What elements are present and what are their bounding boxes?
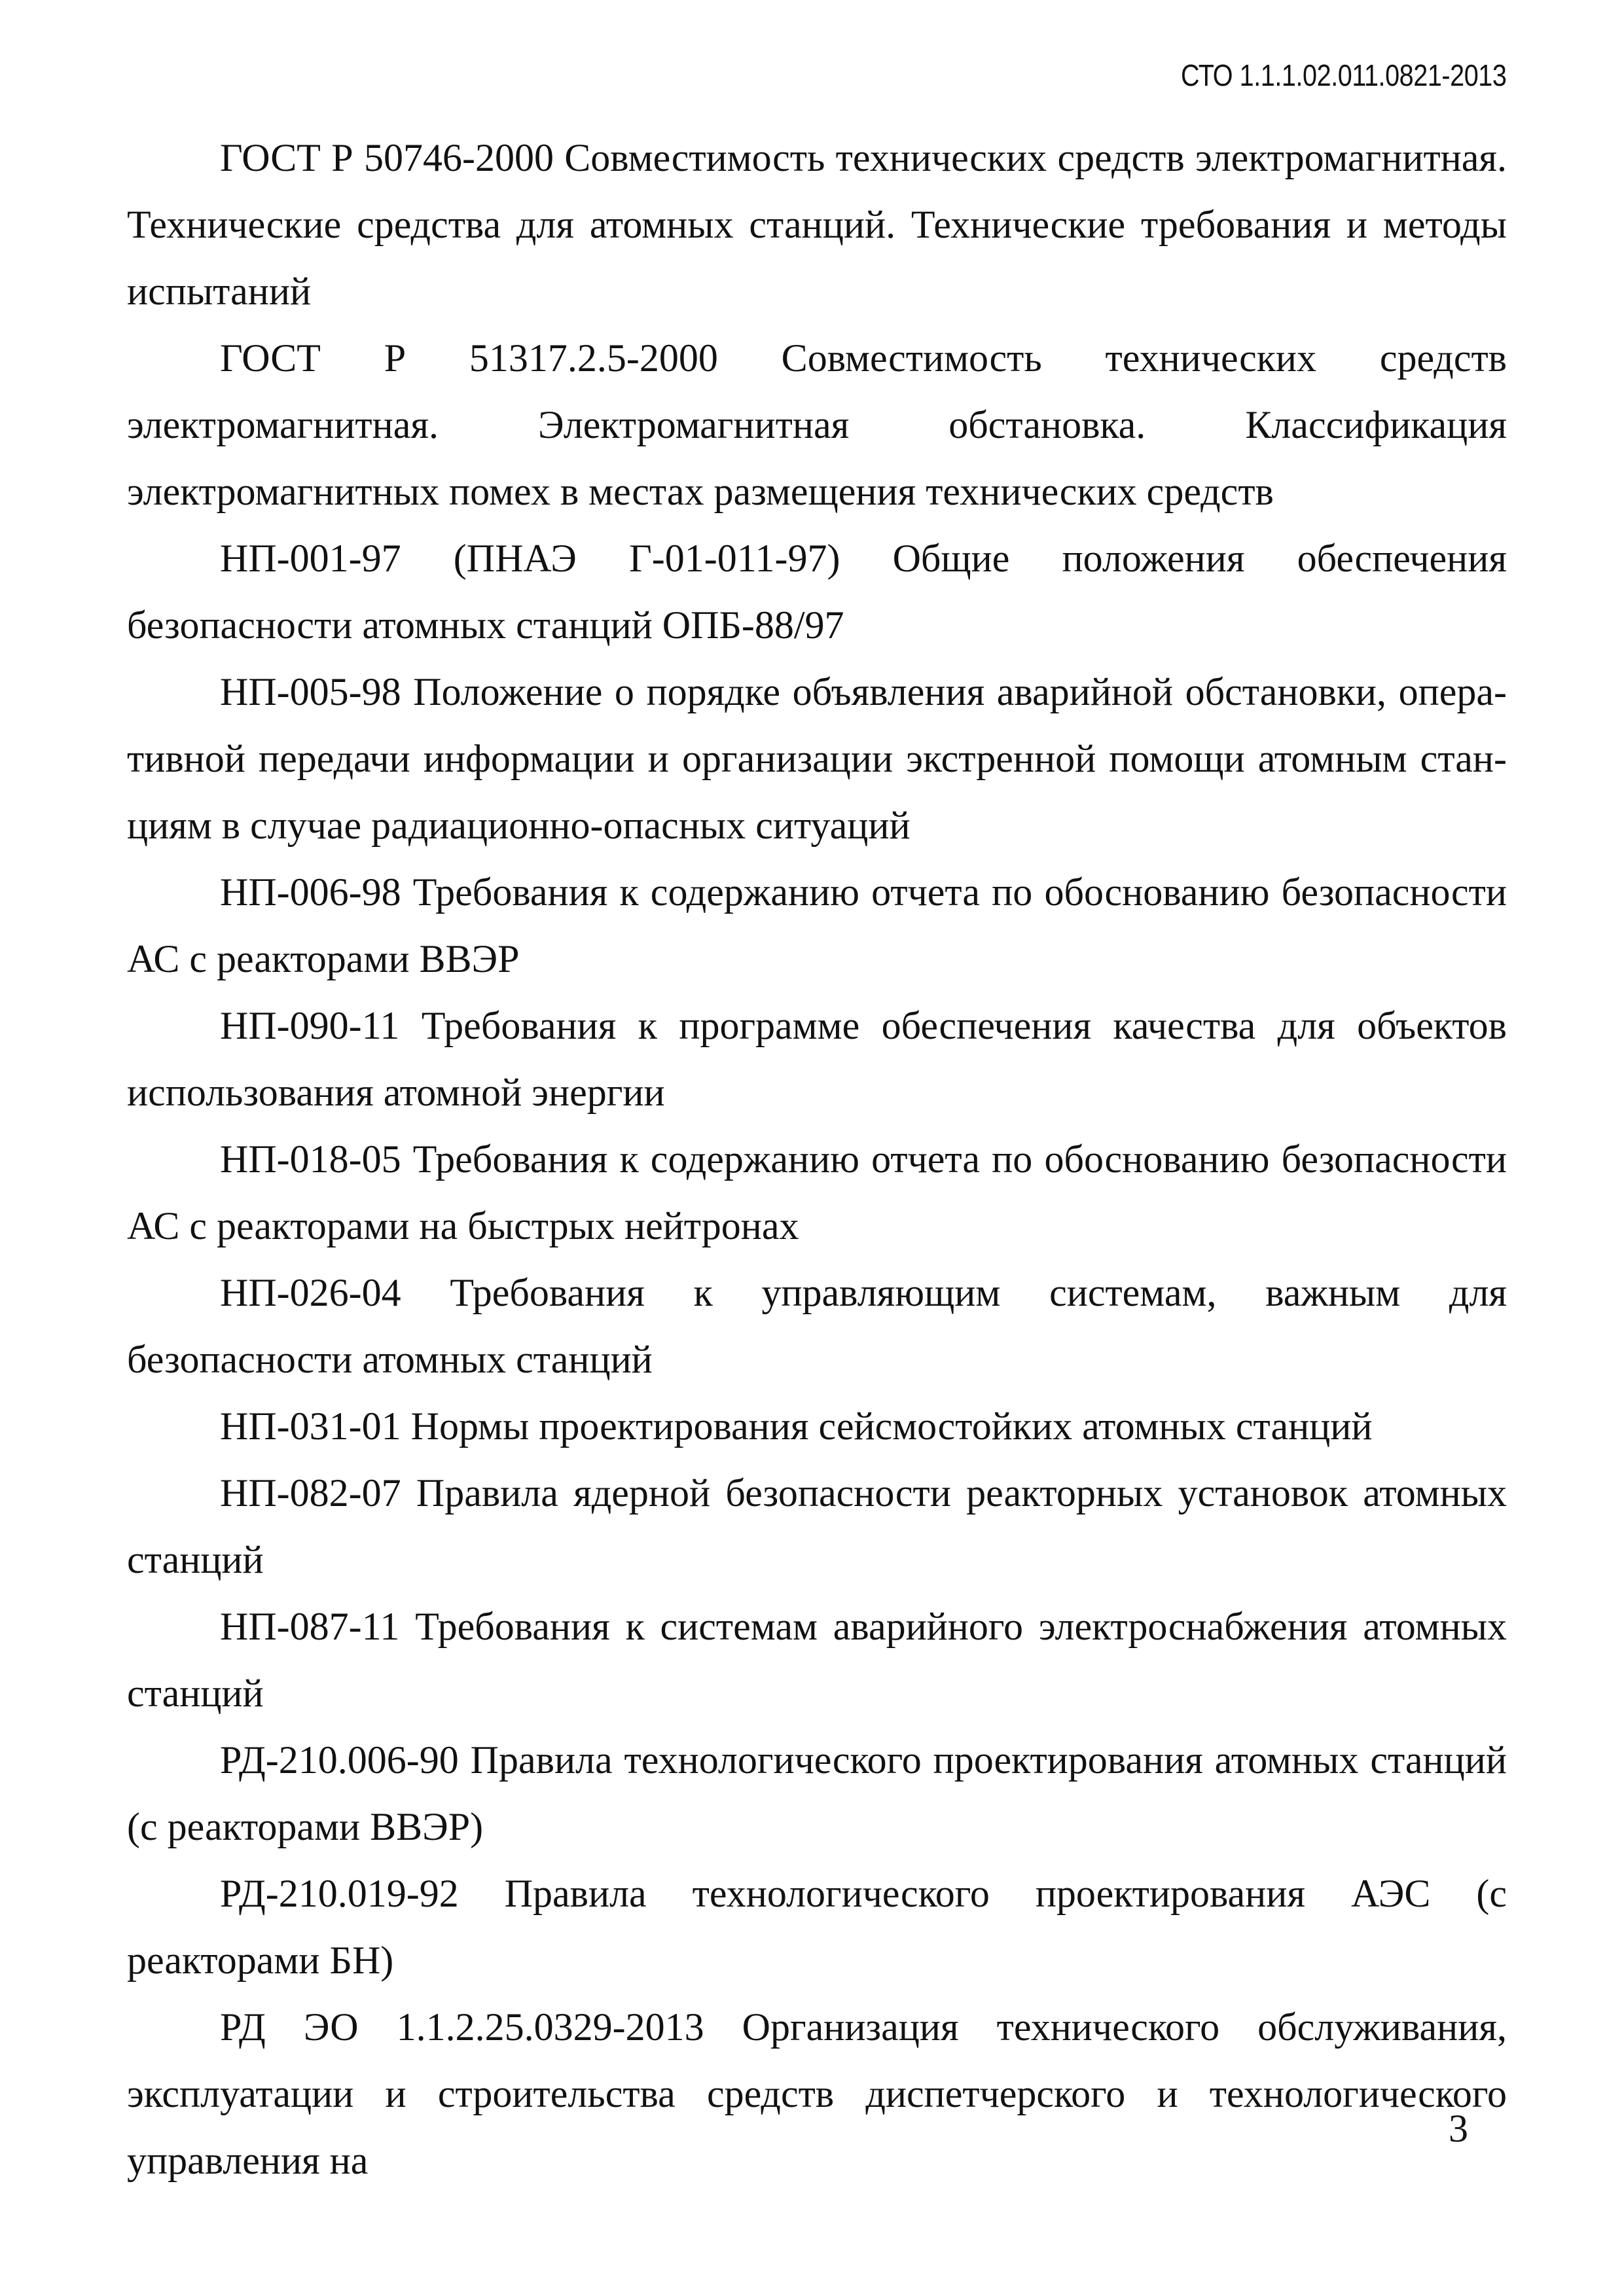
reference-entry: НП-006-98 Требования к содержанию отчета по обоснованию безопасности АС с реакторами ВВЭР <box>127 870 1507 980</box>
reference-entry: НП-087-11 Требования к системам аварийного электроснабжения атомных станций <box>127 1605 1507 1715</box>
reference-entry: НП-001-97 (ПНАЭ Г-01-011-97) Общие положения обеспечения безопасности атомных станций ОПБ-88/97 <box>127 537 1507 647</box>
reference-entry: НП-090-11 Требования к программе обеспечения качества для объектов использования атомной энергии <box>127 1004 1507 1114</box>
reference-entry: НП-026-04 Требования к управляющим системам, важным для безопасности атомных станций <box>127 1271 1507 1381</box>
document-code: СТО 1.1.1.02.011.0821-2013 <box>1180 58 1506 92</box>
reference-entry: НП-005-98 Положение о порядке объявления аварийной обстановки, оперативной передачи информации и организации экстренной помощи атомным станциям в случае радиационно-опасных ситуаций <box>127 670 1507 847</box>
reference-entry: НП-018-05 Требования к содержанию отчета по обоснованию безопасности АС с реакторами на быстрых нейтронах <box>127 1138 1507 1247</box>
reference-entry: РД-210.019-92 Правила технологического проектирования АЭС (с реакторами БН) <box>127 1872 1507 1982</box>
reference-entry: НП-082-07 Правила ядерной безопасности реакторных установок атомных станций <box>127 1471 1507 1581</box>
reference-entry: РД-210.006-90 Правила технологического проектирования атомных станций (с реакторами ВВЭР) <box>127 1738 1507 1848</box>
reference-entry: РД ЭО 1.1.2.25.0329-2013 Организация технического обслуживания, эксплуатации и строительства средств диспетчерского и технологического управления на <box>127 2005 1507 2182</box>
reference-entry: ГОСТ Р 51317.2.5-2000 Совместимость технических средств электромагнитная. Электромагнитная обстановка. Классификация электромагнитных помех в местах размещения технических средств <box>127 336 1507 513</box>
page-number: 3 <box>1449 2107 1468 2150</box>
reference-entry: НП-031-01 Нормы проектирования сейсмостойких атомных станций <box>220 1405 1373 1448</box>
references-list <box>127 124 1507 2194</box>
reference-entry: ГОСТ Р 50746-2000 Совместимость технических средств электромагнитная. Технические средства для атомных станций. Технические требования и методы испытаний <box>127 136 1507 313</box>
